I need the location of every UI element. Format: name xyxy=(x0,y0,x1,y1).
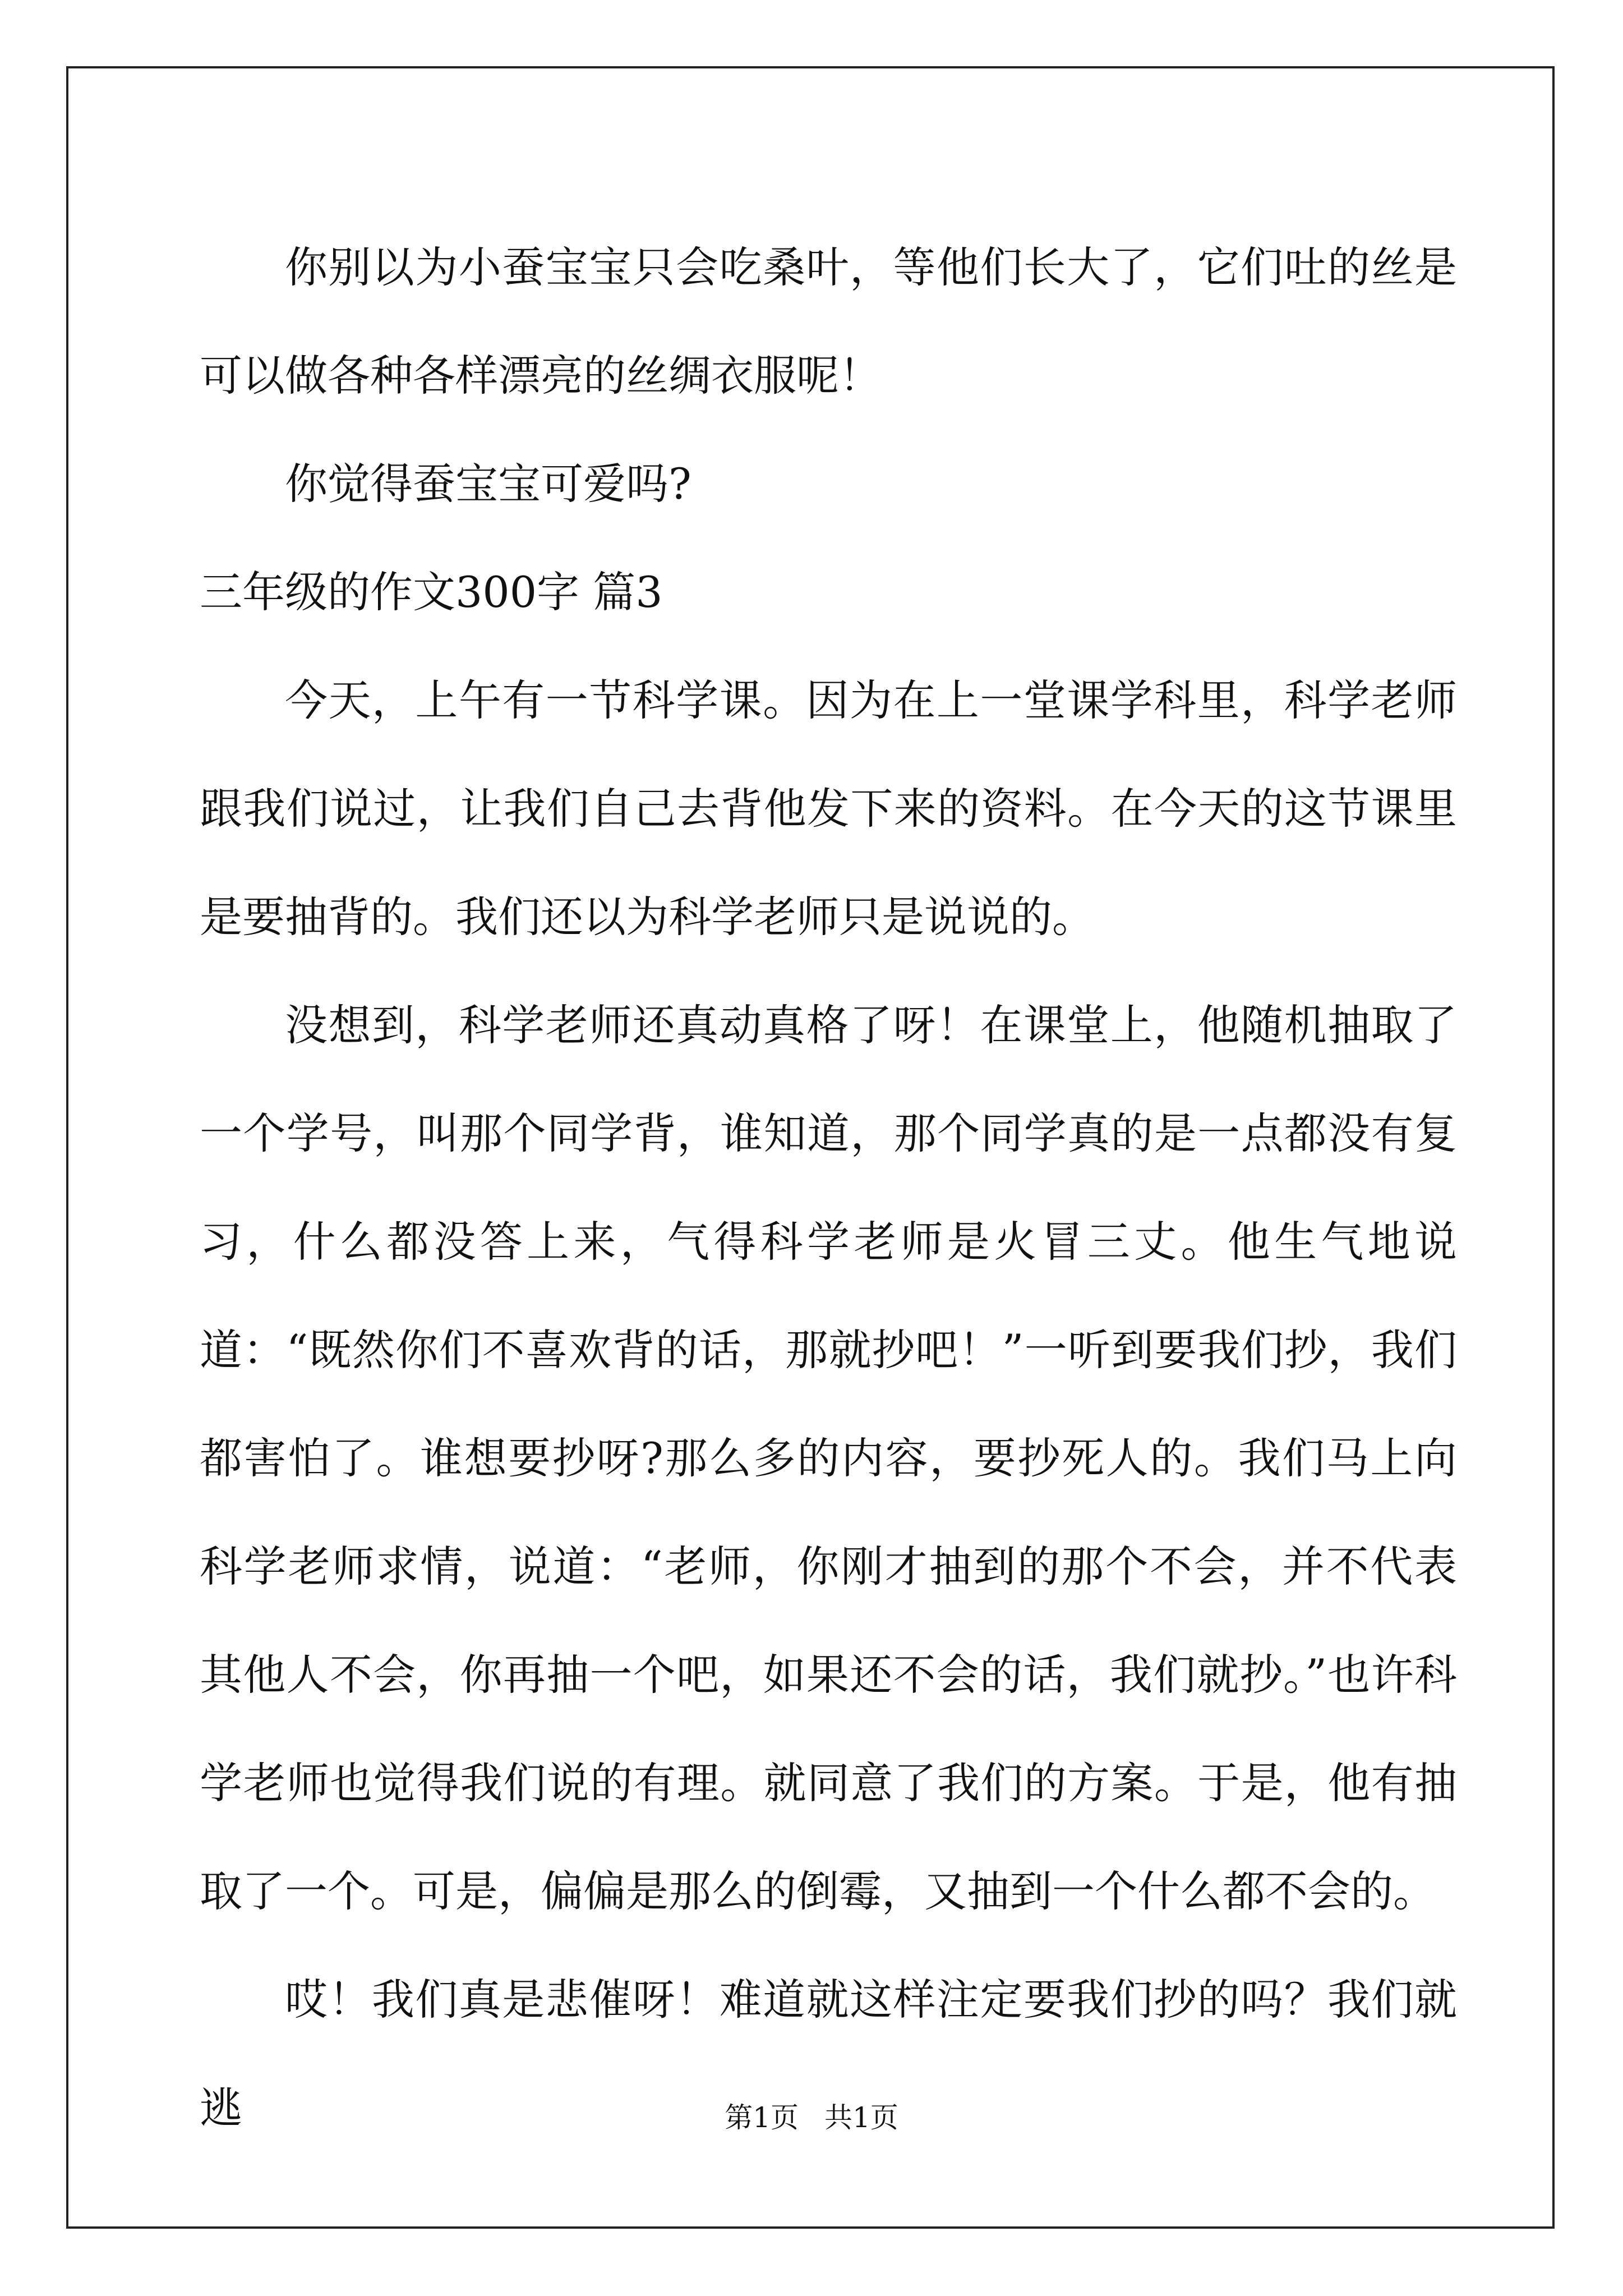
paragraph: 哎！我们真是悲催呀！难道就这样注定要我们抄的吗？我们就逃 xyxy=(200,1975,1457,2133)
page-total: 共1页 xyxy=(824,2101,898,2134)
paragraph: 你别以为小蚕宝宝只会吃桑叶，等他们长大了，它们吐的丝是可以做各种各样漂亮的丝绸衣服呢！ xyxy=(200,242,1457,401)
page-number: 第1页 xyxy=(725,2101,799,2134)
document-body xyxy=(200,213,1457,2162)
paragraph: 你觉得蚕宝宝可爱吗? xyxy=(285,459,691,509)
paragraph: 没想到，科学老师还真动真格了呀！在课堂上，他随机抽取了一个学号，叫那个同学背，谁知道，那个同学真的是一点都没有复习，什么都没答上来，气得科学老师是火冒三丈。他生气地说道：“既然你们不喜欢背的话，那就抄吧！”一听到要我们抄，我们都害怕了。谁想要抄呀?那么多的内容，要抄死人的。我们马上向科学老师求情，说道：“老师，你刚才抽到的那个不会，并不代表其他人不会，你再抽一个吧，如果还不会的话，我们就抄。”也许科学老师也觉得我们说的有理。就同意了我们的方案。于是，他有抽取了一个。可是，偏偏是那么的倒霉，又抽到一个什么都不会的。 xyxy=(200,1000,1457,1916)
page-footer xyxy=(0,2098,1623,2137)
section-heading: 三年级的作文300字 篇3 xyxy=(200,567,663,617)
paragraph: 今天，上午有一节科学课。因为在上一堂课学科里，科学老师跟我们说过，让我们自己去背他发下来的资料。在今天的这节课里是要抽背的。我们还以为科学老师只是说说的。 xyxy=(200,675,1457,942)
